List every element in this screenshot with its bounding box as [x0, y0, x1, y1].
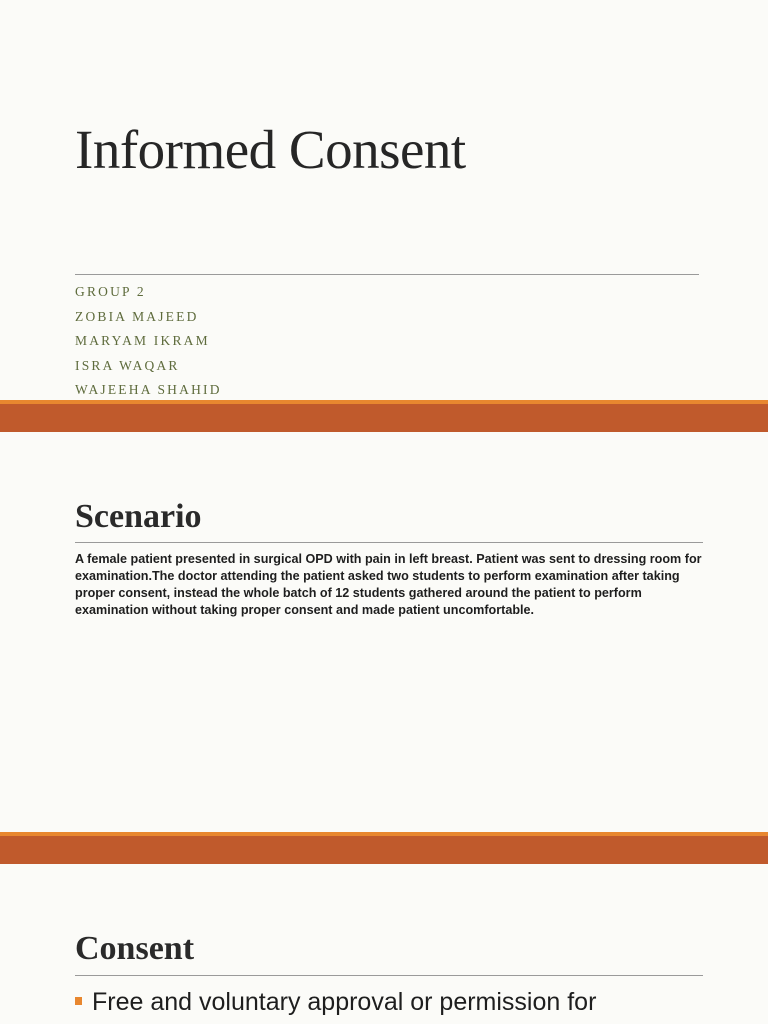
author-item: ZOBIA MAJEED — [75, 308, 199, 324]
consent-heading: Consent — [75, 930, 195, 967]
slide-title-heading: Informed Consent — [75, 119, 466, 180]
square-bullet-icon — [75, 997, 82, 1005]
slide-separator — [0, 400, 768, 432]
slide-consent — [0, 864, 768, 1024]
slide-scenario — [0, 432, 768, 832]
bullet-item — [75, 982, 596, 1022]
author-item: ISRA WAQAR — [75, 357, 180, 373]
title-divider — [75, 274, 699, 275]
author-item: GROUP 2 — [75, 284, 146, 299]
heading-divider — [75, 542, 703, 543]
slide-title — [0, 0, 768, 400]
author-item: WAJEEHA SHAHID — [75, 382, 222, 397]
author-list — [75, 283, 222, 400]
heading-divider — [75, 975, 703, 976]
scenario-heading: Scenario — [75, 498, 202, 535]
consent-bullet-list — [75, 982, 596, 1022]
slide-separator — [0, 832, 768, 864]
author-item: MARYAM IKRAM — [75, 333, 210, 348]
bullet-text: Free and voluntary approval or permission for — [92, 988, 597, 1016]
scenario-body: A female patient presented in surgical OPD with pain in left breast. Patient was sent to dressing room for examination.The doctor attending the patient asked two students to perform examination after taking proper consent, instead the whole batch of 12 students gathered around the patient to perform examination without taking proper consent and made patient uncomfortable. — [75, 552, 702, 617]
